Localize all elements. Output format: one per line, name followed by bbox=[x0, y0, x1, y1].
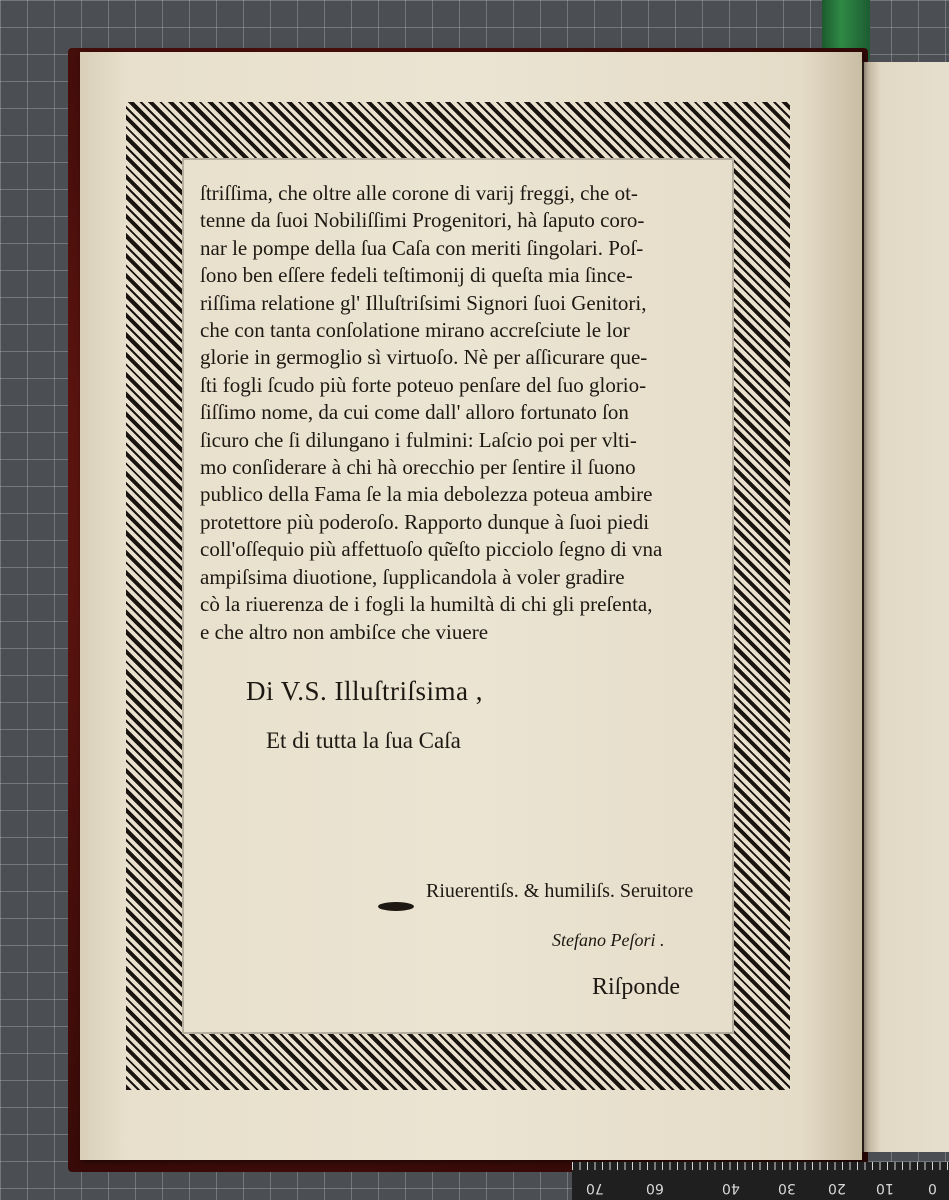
ruler-label: 40 bbox=[722, 1180, 740, 1196]
text-line: ſicuro che ſi dilungano i fulmini: Laſcio poi per vlti- bbox=[200, 427, 637, 452]
signature: Stefano Peſori . bbox=[552, 930, 665, 950]
ruler-label: 0 bbox=[928, 1180, 937, 1196]
ruler-label: 10 bbox=[876, 1180, 894, 1196]
text-line: coll'oſſequio più affettuoſo qu͂eſto picciolo ſegno di vna bbox=[200, 537, 663, 562]
ruler-label: 30 bbox=[778, 1180, 796, 1196]
text-line: ampiſsima diuotione, ſupplicandola à voler gradire bbox=[200, 564, 625, 589]
text-line: protettore più poderoſo. Rapporto dunque à ſuoi piedi bbox=[200, 509, 650, 534]
catchword: Riſponde bbox=[592, 974, 680, 1000]
text-line: publico della Fama ſe la mia debolezza poteua ambire bbox=[200, 482, 653, 507]
measuring-ruler bbox=[572, 1162, 949, 1200]
servant-line: Riuerentiſs. & humiliſs. Seruitore bbox=[426, 880, 694, 902]
salutation: Di V.S. Illuſtriſsima , bbox=[246, 676, 484, 706]
text-line: che con tanta conſolatione mirano accreſciute le lor bbox=[200, 318, 630, 343]
text-line: ſiſſimo nome, da cui come dall' alloro fortunato ſon bbox=[200, 400, 629, 425]
ruler-label: 70 bbox=[586, 1180, 604, 1196]
text-line: glorie in germoglio sì virtuoſo. Nè per aſſicurare que- bbox=[200, 345, 648, 370]
text-line: nar le pompe della ſua Caſa con meriti ſingolari. Poſ- bbox=[200, 235, 644, 260]
ink-blot bbox=[378, 902, 414, 911]
dedication-text bbox=[200, 180, 732, 646]
text-line: ſtriſſima, che oltre alle corone di varij freggi, che ot- bbox=[200, 181, 638, 205]
ruler-label: 20 bbox=[828, 1180, 846, 1196]
text-line: tenne da ſuoi Nobiliſſimi Progenitori, hà ſaputo coro- bbox=[200, 208, 645, 233]
closing-line: Et di tutta la ſua Caſa bbox=[266, 728, 461, 753]
text-line: cò la riuerenza de i fogli la humiltà di chi gli preſenta, bbox=[200, 592, 653, 617]
facing-page-edge bbox=[862, 62, 949, 1152]
ruler-label: 60 bbox=[646, 1180, 664, 1196]
text-line: riſſima relatione gl' Illuſtriſsimi Signori ſuoi Genitori, bbox=[200, 290, 647, 315]
text-line: ſti fogli ſcudo più forte poteuo penſare del ſuo glorio- bbox=[200, 372, 647, 397]
text-line: ſono ben eſſere fedeli teſtimonij di queſta mia ſince- bbox=[200, 263, 633, 288]
text-line: e che altro non ambiſce che viuere bbox=[200, 619, 489, 644]
text-line: mo conſiderare à chi hà orecchio per ſentire il ſuono bbox=[200, 455, 636, 480]
